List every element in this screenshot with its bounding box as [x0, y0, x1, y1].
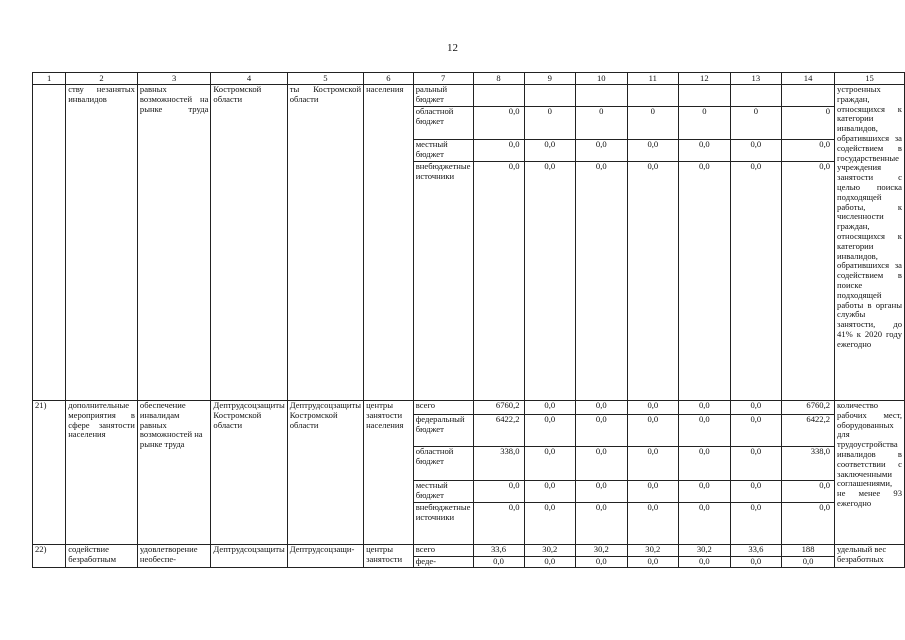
- value-cell: 0,0: [679, 140, 731, 162]
- co-executor: Дептрудсоцзащи-: [287, 545, 363, 568]
- funding-source-label: внебюджетные источники: [413, 503, 473, 545]
- funding-source-label: феде-: [413, 557, 473, 568]
- value-cell: 0,0: [730, 481, 782, 503]
- value-cell: 0,0: [524, 401, 576, 415]
- value-cell: 0,0: [524, 415, 576, 447]
- header-cell: 7: [413, 73, 473, 85]
- activity-goal: обеспечение инвалидам равных возможностей на рынке труда: [137, 401, 210, 545]
- value-cell: 0: [730, 107, 782, 140]
- item-number: 21): [33, 401, 66, 545]
- value-cell: 0,0: [576, 503, 628, 545]
- value-cell: [524, 85, 576, 107]
- value-cell: 0,0: [679, 447, 731, 481]
- value-cell: 0,0: [473, 481, 524, 503]
- funding-source-label: областной бюджет: [413, 447, 473, 481]
- value-cell: 0: [679, 107, 731, 140]
- value-cell: 0,0: [627, 162, 679, 401]
- value-cell: 0,0: [473, 503, 524, 545]
- header-cell: 9: [524, 73, 576, 85]
- value-cell: 0,0: [627, 447, 679, 481]
- value-cell: [679, 85, 731, 107]
- value-cell: 0,0: [730, 401, 782, 415]
- value-cell: 0,0: [576, 415, 628, 447]
- value-cell: 0: [524, 107, 576, 140]
- value-cell: [730, 85, 782, 107]
- header-cell: 6: [364, 73, 414, 85]
- item-number: [33, 85, 66, 401]
- header-cell: 2: [66, 73, 138, 85]
- value-cell: 6760,2: [782, 401, 835, 415]
- value-cell: 33,6: [473, 545, 524, 557]
- value-cell: 6422,2: [473, 415, 524, 447]
- value-cell: [627, 85, 679, 107]
- value-cell: 0,0: [782, 162, 835, 401]
- value-cell: 0,0: [730, 415, 782, 447]
- value-cell: 0,0: [627, 140, 679, 162]
- value-cell: 0,0: [627, 415, 679, 447]
- value-cell: 0,0: [679, 415, 731, 447]
- value-cell: 0,0: [524, 557, 576, 568]
- value-cell: 0,0: [576, 401, 628, 415]
- value-cell: 0,0: [782, 140, 835, 162]
- funding-source-label: всего: [413, 545, 473, 557]
- responsible-executor: Дептрудсоцзащиты Костромской области: [211, 401, 287, 545]
- header-cell: 13: [730, 73, 782, 85]
- value-cell: 0,0: [627, 401, 679, 415]
- header-cell: 5: [287, 73, 363, 85]
- table-row: [33, 545, 905, 557]
- activity-name: ству незанятых инвалидов: [66, 85, 138, 401]
- activity-goal: удовлетворение необеспе-: [137, 545, 210, 568]
- header-cell: 14: [782, 73, 835, 85]
- value-cell: 6422,2: [782, 415, 835, 447]
- value-cell: 0,0: [782, 503, 835, 545]
- value-cell: 0: [627, 107, 679, 140]
- funding-source-label: всего: [413, 401, 473, 415]
- value-cell: 0,0: [576, 162, 628, 401]
- activity-goal: равных возможностей на рынке труда: [137, 85, 210, 401]
- value-cell: [576, 85, 628, 107]
- funding-source-label: федеральный бюджет: [413, 415, 473, 447]
- value-cell: [473, 85, 524, 107]
- header-cell: 3: [137, 73, 210, 85]
- funding-source-label: ральный бюджет: [413, 85, 473, 107]
- co-executor: Дептрудсоцзащиты Костромской области: [287, 401, 363, 545]
- value-cell: 6760,2: [473, 401, 524, 415]
- responsible-executor: Дептрудсоцзащиты: [211, 545, 287, 568]
- value-cell: [782, 85, 835, 107]
- table-row: [33, 401, 905, 415]
- value-cell: 0,0: [782, 557, 835, 568]
- responsible-executor: Костромской области: [211, 85, 287, 401]
- value-cell: 338,0: [473, 447, 524, 481]
- header-cell: 10: [576, 73, 628, 85]
- value-cell: 0,0: [473, 162, 524, 401]
- column-number-row: [33, 73, 905, 85]
- item-number: 22): [33, 545, 66, 568]
- value-cell: 0,0: [524, 447, 576, 481]
- value-cell: 0,0: [576, 481, 628, 503]
- value-cell: 30,2: [576, 545, 628, 557]
- funding-source-label: внебюджетные источники: [413, 162, 473, 401]
- co-executor: ты Костромской области: [287, 85, 363, 401]
- value-cell: 30,2: [627, 545, 679, 557]
- value-cell: 338,0: [782, 447, 835, 481]
- program-activities-table: [32, 72, 905, 568]
- funding-source-label: местный бюджет: [413, 140, 473, 162]
- value-cell: 188: [782, 545, 835, 557]
- value-cell: 0,0: [473, 107, 524, 140]
- value-cell: 30,2: [679, 545, 731, 557]
- header-cell: 12: [679, 73, 731, 85]
- participants: центры занятости: [364, 545, 414, 568]
- value-cell: 0,0: [576, 557, 628, 568]
- page-number: 12: [447, 42, 458, 54]
- value-cell: 0,0: [679, 481, 731, 503]
- header-cell: 1: [33, 73, 66, 85]
- target-indicator: количество рабочих мест, оборудованных для трудоустройства инвалидов в соответствии с заключенными соглашениями, не менее 93 ежегодно: [835, 401, 905, 545]
- value-cell: 0,0: [627, 557, 679, 568]
- participants: населения: [364, 85, 414, 401]
- value-cell: 0,0: [730, 557, 782, 568]
- value-cell: 33,6: [730, 545, 782, 557]
- value-cell: 0,0: [782, 481, 835, 503]
- header-cell: 15: [835, 73, 905, 85]
- activity-name: дополнительные мероприятия в сфере занятости населения: [66, 401, 138, 545]
- value-cell: 0: [576, 107, 628, 140]
- value-cell: 0,0: [730, 447, 782, 481]
- target-indicator: удельный вес безработных: [835, 545, 905, 568]
- header-cell: 11: [627, 73, 679, 85]
- value-cell: 0,0: [576, 447, 628, 481]
- header-cell: 8: [473, 73, 524, 85]
- activity-name: содействие безработным: [66, 545, 138, 568]
- value-cell: 0,0: [679, 401, 731, 415]
- value-cell: 0,0: [679, 503, 731, 545]
- value-cell: 0,0: [524, 481, 576, 503]
- value-cell: 0,0: [627, 503, 679, 545]
- value-cell: 0,0: [730, 503, 782, 545]
- participants: центры занятости населения: [364, 401, 414, 545]
- table-row: [33, 85, 905, 107]
- value-cell: 30,2: [524, 545, 576, 557]
- value-cell: 0,0: [524, 140, 576, 162]
- value-cell: 0,0: [524, 162, 576, 401]
- funding-source-label: областной бюджет: [413, 107, 473, 140]
- value-cell: 0,0: [473, 140, 524, 162]
- value-cell: 0,0: [679, 557, 731, 568]
- funding-source-label: местный бюджет: [413, 481, 473, 503]
- value-cell: 0,0: [730, 162, 782, 401]
- value-cell: 0,0: [730, 140, 782, 162]
- target-indicator: устроенных граждан, относящихся к категории инвалидов, обратившихся за содействием в государственные учреждения занятости с целью поиска подходящей работы, к численности граждан, относящихся к категории инвалидов, обратившихся за содействием в поиске подходящей работы в органы службы занятости, до 41% к 2020 году ежегодно: [835, 85, 905, 401]
- value-cell: 0,0: [524, 503, 576, 545]
- value-cell: 0,0: [627, 481, 679, 503]
- value-cell: 0,0: [576, 140, 628, 162]
- value-cell: 0: [782, 107, 835, 140]
- value-cell: 0,0: [679, 162, 731, 401]
- header-cell: 4: [211, 73, 287, 85]
- value-cell: 0,0: [473, 557, 524, 568]
